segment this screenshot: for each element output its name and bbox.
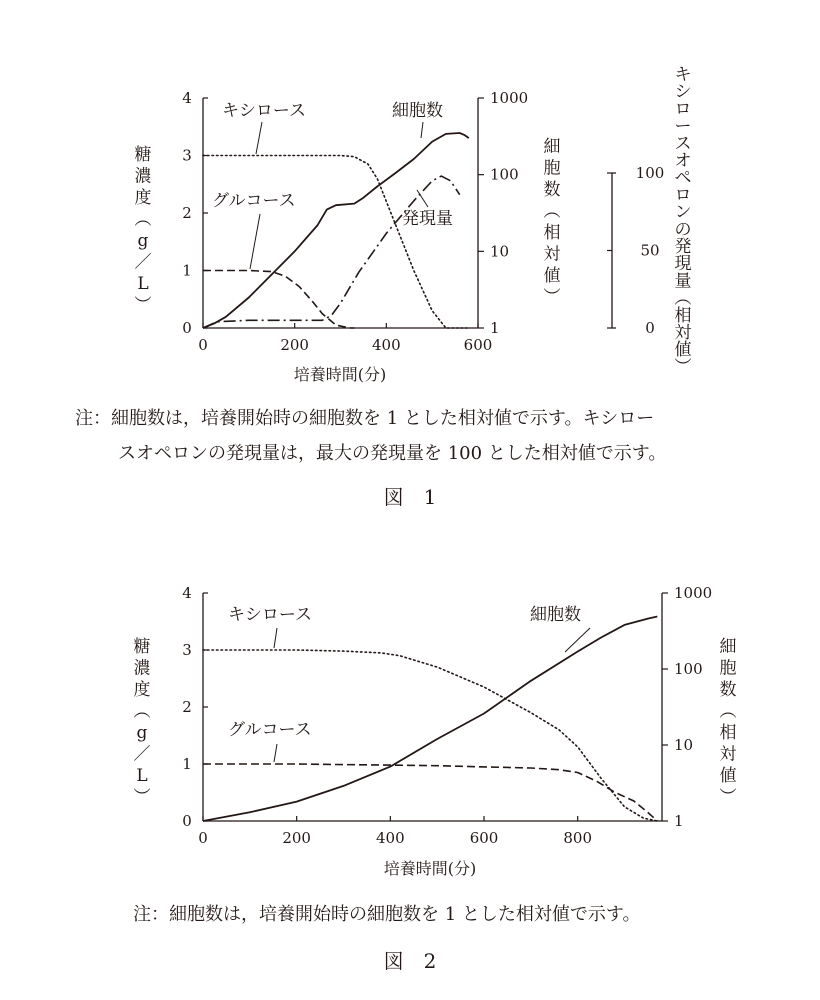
figure2-left-title-char: ︵ [133,701,151,722]
figure2-right1-tick-label: 1 [674,812,684,830]
figure1-right2-title-char: 相 [674,305,692,326]
figure1-series-solid [203,133,469,328]
figure2-right1-tick-label: 100 [674,660,703,678]
figure1-right2-axis-title [675,65,692,377]
figure2-axes [203,593,662,821]
figure1-glucose-leader [250,214,260,269]
figure1-right1-title-char: ︵ [543,201,561,222]
figure1-left-title-char: ／ [134,252,152,273]
figure1-right2-title-char: 対 [674,323,692,343]
figure2-series [203,617,657,822]
figure1-right1-title-char: 対 [543,244,561,265]
figure1-right2-title-char: ロ [674,185,692,206]
figure1-xylose-label: キシロース [222,101,306,121]
figure2-left-title-char: ︶ [133,787,151,808]
figure1-left-title-char: ︵ [134,209,152,230]
figure2-right1-tick-label: 10 [674,736,694,754]
figure1-right1-title-char: 胞 [543,158,561,179]
figure2-left-title-char: 糖 [133,637,151,657]
figure1-right1-tick-label: 100 [490,165,519,184]
figure1-left-title-char: L [137,274,149,294]
figure1-right2-title-char: キ [674,65,692,85]
figure1-cells-label: 細胞数 [392,101,443,121]
figure1-x-tick-label: 0 [198,336,208,354]
figure2-cells-leader [565,628,590,652]
figure2-note: 注：細胞数は，培養開始時の細胞数を 1 とした相対値で示す。 [133,904,641,925]
figure1-right1-tick-label: 1000 [490,89,529,107]
figure1-series [203,133,469,328]
figure1-right1-title-char: 相 [543,223,561,243]
figure1-left-tick-label: 3 [182,146,192,165]
figure1-right2-title-char: ︶ [674,357,692,378]
figure1-right2-title-char: ロ [674,99,692,120]
figure2-left-tick-label: 3 [182,641,192,659]
figure1-right2-title-char: ン [674,202,692,223]
figure1-right2-title-char: ペ [674,168,692,189]
figure2-glucose-leader [274,744,277,762]
figure2-x-tick-label: 0 [198,829,208,847]
figure2-left-tick-label: 1 [182,755,192,773]
figure1-right2-tick-label: 0 [645,319,655,337]
figure1-left-title-char: ︶ [134,295,152,316]
figure1-cells-leader [421,122,423,138]
figure1-left-axis-title [135,145,152,316]
figure2-right1-title-char: ︶ [719,787,737,808]
figure1-right2-title-char: 量 [674,271,692,292]
figure2-x-tick-label: 200 [282,829,311,847]
figure1-left-title-char: 糖 [134,145,152,165]
figure1-chart [135,65,692,384]
figure2-left-title-char: 度 [133,680,151,700]
figure1-right2-title-char: 現 [674,254,692,275]
figure1-left-title-char: 濃 [134,166,152,187]
figure1-expression-label: 発現量 [402,209,453,229]
figure2-xlabel: 培養時間(分) [383,859,477,878]
figure1-right1-title-char: 細 [543,137,561,157]
figure1-x-tick-label: 600 [463,336,493,354]
figure2-x-tick-label: 600 [469,829,499,847]
figure1-x-tick-label: 200 [280,336,309,354]
figure1-left-tick-label: 4 [182,89,192,107]
figure1-right1-title-char: ︶ [543,287,561,308]
figure1-right1-axis-title [544,137,561,308]
figure1-right1-tick-label: 10 [490,242,510,261]
figure2-right1-title-char: 相 [719,723,737,743]
figure2-caption: 図 2 [383,949,437,973]
figure1-right2-axis [612,173,616,328]
figure2-right1-title-char: 対 [719,744,737,765]
figure1-right1-title-char: 値 [543,266,561,286]
figure1-left-tick-label: 0 [182,319,192,337]
figure1-right1-title-char: 数 [543,180,561,200]
figure1-left-title-char: 度 [134,188,152,208]
figure1-series-dashed [203,271,354,329]
figure1-left-title-char: g [137,231,149,251]
figure2-xylose-leader [274,628,277,648]
figure2-left-axis-title [134,637,151,808]
figure2-glucose-label: グルコース [228,720,312,740]
figure2-left-tick-label: 4 [182,584,192,602]
figure1-xylose-leader [256,122,262,154]
figure2-right1-title-char: ︵ [719,701,737,722]
figure1-right2-title-char: オ [674,151,692,171]
figure1-right2-title-char: ー [674,116,692,137]
figure2-series-solid [203,617,657,822]
figure2-left-tick-label: 0 [182,812,192,830]
figure1-right1-tick-label: 1 [490,319,500,337]
figure1-left-tick-label: 2 [182,204,192,222]
figure1-right2-title-char: 発 [674,237,692,257]
figure1-right2-tick-label: 100 [635,164,665,182]
figure2-cells-label: 細胞数 [530,605,581,625]
figure1-note-line2: スオペロンの発現量は，最大の発現量を 100 とした相対値で示す。 [118,443,667,464]
figure2-chart [134,584,737,878]
figure1-note-line1: 注：細胞数は，培養開始時の細胞数を 1 とした相対値で示す。キシロー [75,408,655,429]
figure1-right2-title-char: 値 [674,340,692,361]
figure2-left-title-char: g [136,723,148,743]
figure1-left-tick-label: 1 [182,261,192,280]
figure1-glucose-label: グルコース [212,191,296,211]
figure1-right2-title-char: の [674,219,692,240]
figure2-x-tick-label: 800 [563,829,593,847]
figure2-left-title-char: L [136,766,148,786]
figure2-x-tick-label: 400 [376,829,405,847]
figure1-xlabel: 培養時間(分) [293,365,387,384]
figure1-right2-title-char: ス [674,133,692,154]
figure2-right1-tick-label: 1000 [674,584,713,602]
figure2-right1-title-char: 値 [719,766,737,786]
figure2-right1-title-char: 胞 [719,658,737,679]
figure2-right1-axis-title [720,637,737,808]
figure1-expression-leader [417,190,428,207]
figure1-right2-title-char: シ [674,82,692,103]
figure2-right1-title-char: 細 [719,637,737,657]
figure1-x-tick-label: 400 [372,336,401,354]
figure1-right2-title-char: ︵ [674,288,692,309]
figure1-caption: 図 1 [383,485,437,509]
figure2-series-dashed [203,764,657,821]
figure2-left-title-char: 濃 [133,658,151,679]
figure1-right2-tick-label: 50 [640,241,660,260]
figure2-right1-title-char: 数 [719,680,737,700]
figure2-left-title-char: ／ [133,744,151,765]
figure2-left-tick-label: 2 [182,698,192,716]
figure2-xylose-label: キシロース [228,605,312,625]
